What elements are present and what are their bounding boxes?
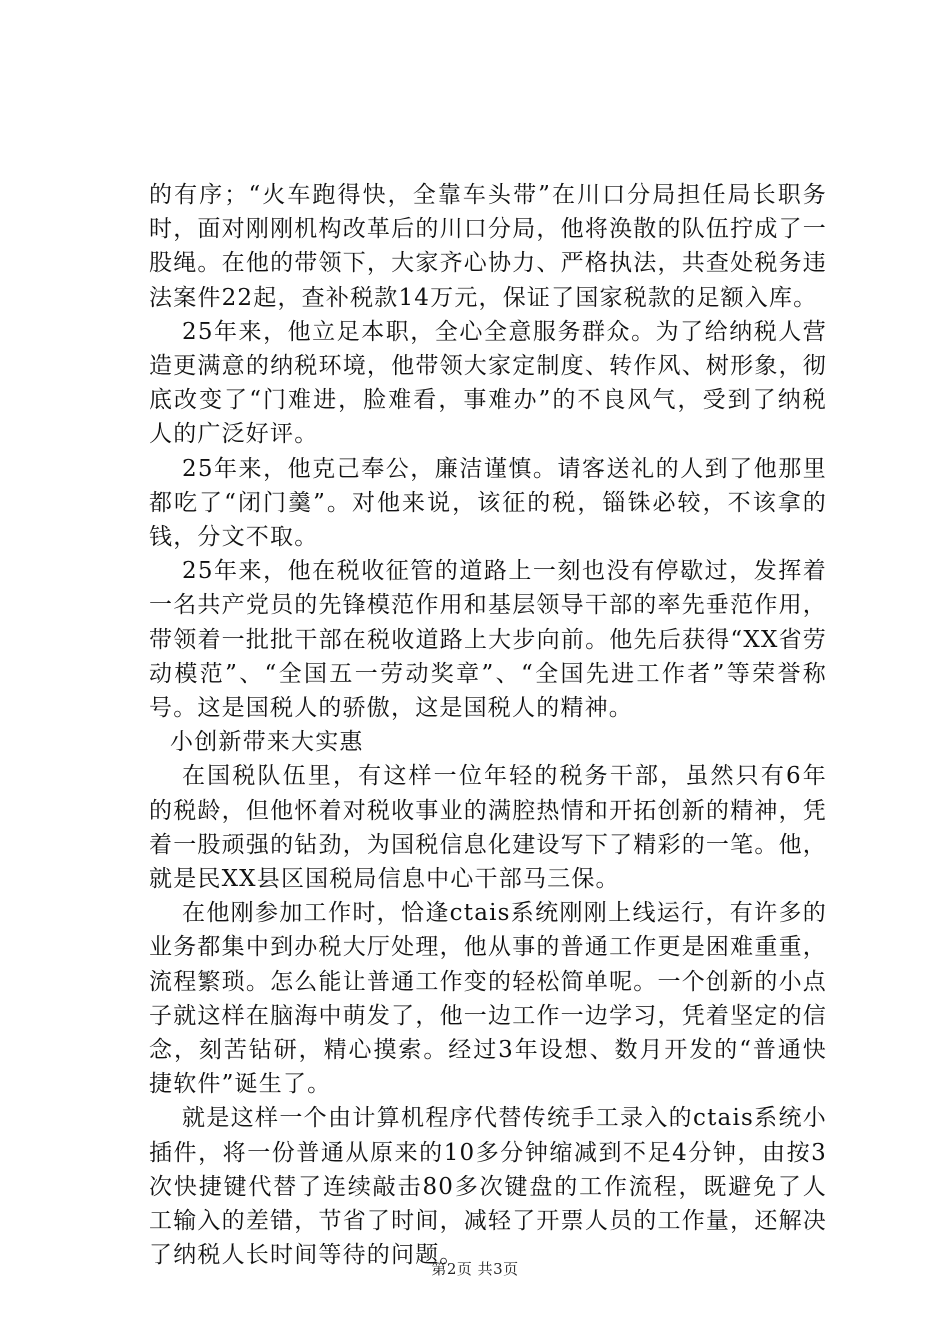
document-body bbox=[149, 178, 827, 1273]
paragraph-honors: 25年来，他在税收征管的道路上一刻也没有停歇过，发挥着一名共产党员的先锋模范作用和基层领导干部的率先垂范作用，带领着一批批干部在税收道路上大步向前。他先后获得“XX省劳动模范”、“全国五一劳动奖章”、“全国先进工作者”等荣誉称号。这是国税人的骄傲，这是国税人的精神。 bbox=[149, 558, 827, 722]
paragraph-young-cadre: 在国税队伍里，有这样一位年轻的税务干部，虽然只有6年的税龄，但他怀着对税收事业的满腔热情和开拓创新的精神，凭着一股顽强的钻劲，为国税信息化建设写下了精彩的一笔。他，就是民XX县区国税局信息中心干部马三保。 bbox=[149, 763, 827, 893]
paragraph-serving-people: 25年来，他立足本职，全心全意服务群众。为了给纳税人营造更满意的纳税环境，他带领大家定制度、转作风、树形象，彻底改变了“门难进，脸难看，事难办”的不良风气，受到了纳税人的广泛好评。 bbox=[149, 318, 827, 448]
paragraph-software-origin: 在他刚参加工作时，恰逢ctais系统刚刚上线运行，有许多的业务都集中到办税大厅处理，他从事的普通工作更是困难重重，流程繁琐。怎么能让普通工作变的轻松简单呢。一个创新的小点子就这样在脑海中萌发了，他一边工作一边学习，凭着坚定的信念，刻苦钻研，精心摸索。经过3年设想、数月开发的“普通快捷软件”诞生了。 bbox=[149, 900, 827, 1098]
paragraph-software-benefit: 就是这样一个由计算机程序代替传统手工录入的ctais系统小插件，将一份普通从原来的10多分钟缩减到不足4分钟，由按3次快捷键代替了连续敲击80多次键盘的工作流程，既避免了人工输入的差错，节省了时间，减轻了开票人员的工作量，还解决了纳税人长时间等待的问题。 bbox=[149, 1105, 827, 1269]
page-number-footer: 第2页 共3页 bbox=[431, 1260, 519, 1278]
paragraph-continuation: 的有序；“火车跑得快，全靠车头带”在川口分局担任局长职务时，面对刚刚机构改革后的川口分局，他将涣散的队伍拧成了一股绳。在他的带领下，大家齐心协力、严格执法，共查处税务违法案件22起，查补税款14万元，保证了国家税款的足额入库。 bbox=[149, 182, 827, 311]
section-heading: 小创新带来大实惠 bbox=[170, 729, 364, 756]
paragraph-integrity: 25年来，他克己奉公，廉洁谨慎。请客送礼的人到了他那里都吃了“闭门羹”。对他来说，该征的税，锱铢必较，不该拿的钱，分文不取。 bbox=[149, 455, 827, 551]
